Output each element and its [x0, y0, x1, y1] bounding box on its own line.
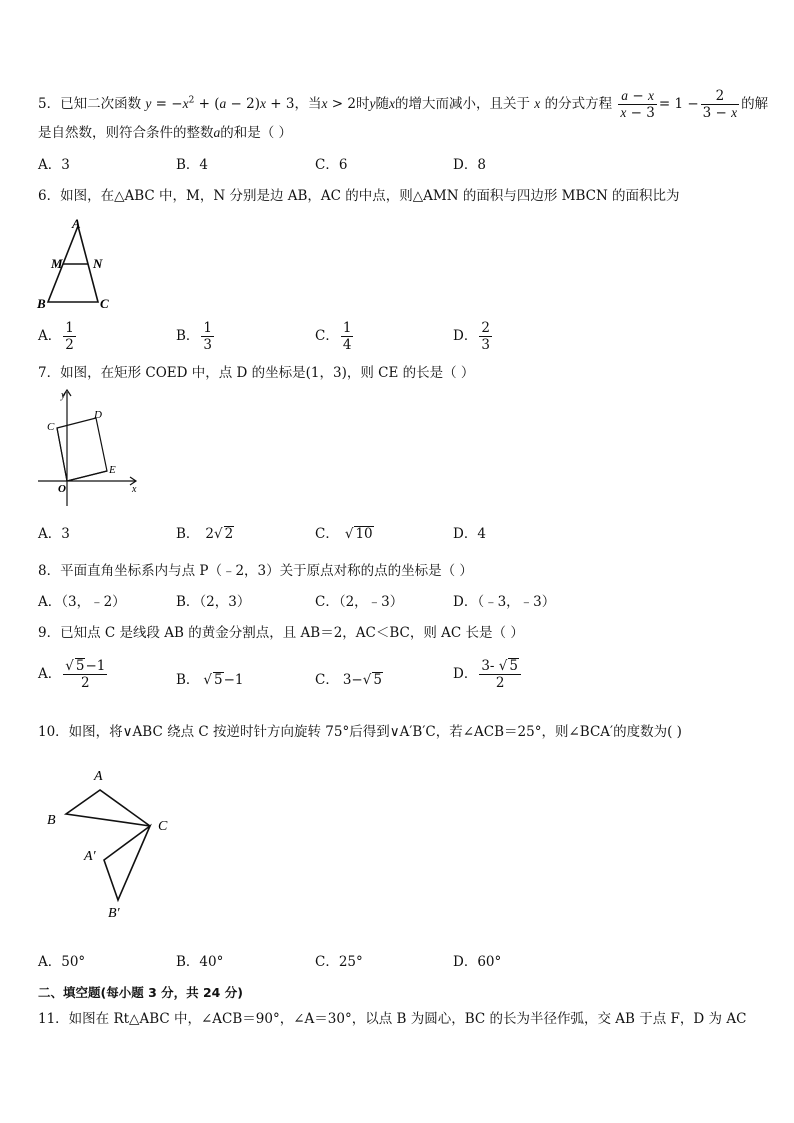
label-m: M: [51, 256, 63, 271]
label-x: x: [132, 484, 137, 495]
q6-option-b: B． $\frac{1}{3}$: [176, 320, 213, 353]
q11-text: 11．如图在 Rt△ABC 中，∠ACB＝90°，∠A＝30°，以点 B 为圆心，BC 的长为半径作弧，交 AB 于点 F，D 为 AC: [38, 1011, 747, 1027]
q8-option-a: A．（3，﹣2）: [38, 594, 126, 610]
label-b: B: [47, 813, 56, 828]
q5-line-1: 5．已知二次函数 $y = -x^2 + (a - 2)x + 3$，当x > 2时y随x的增大而减小，且关于 x 的分式方程 $\frac{a - x}{x - 3}$ = 1 − $\frac{2}{3 - x}$ 的解: [38, 88, 769, 121]
q6-triangle-figure: [34, 214, 114, 314]
q7-option-d: D．4: [453, 526, 486, 542]
q6-text: 6．如图，在△ABC 中，M，N 分别是边 AB，AC 的中点，则△AMN 的面积与四边形 MBCN 的面积比为: [38, 188, 680, 204]
q8-option-c: C．（2，﹣3）: [315, 594, 404, 610]
q9-option-c: C． 3−√ 5: [315, 672, 382, 688]
label-n: N: [93, 256, 103, 271]
label-c: C: [47, 421, 55, 433]
label-d: D: [94, 409, 102, 421]
q8-option-b: B．（2，3）: [176, 594, 251, 610]
label-y: y: [61, 390, 66, 401]
q10-text: 10．如图，将∨ABC 绕点 C 按逆时针方向旋转 75°后得到∨A′B′C，若∠ACB＝25°，则∠BCA′的度数为( ): [38, 724, 682, 740]
q9-option-a: A． $\frac{√ 5-1}{2}$: [38, 658, 106, 691]
label-b-prime: B′: [108, 906, 120, 921]
q7-rectangle-figure: [34, 386, 144, 514]
q5-option-c: C．6: [315, 157, 348, 173]
q5-eq-left-fraction: $\frac{a - x}{x - 3}$: [620, 88, 655, 121]
q6-option-c: C． $\frac{1}{4}$: [315, 320, 352, 353]
q5-function-formula: y: [145, 96, 152, 111]
q5-option-a: A．3: [38, 157, 70, 173]
q8-option-d: D．（﹣3，﹣3）: [453, 594, 556, 610]
q5-eq-right-fraction: $\frac{2}{3 - x}$: [702, 88, 738, 121]
q6-option-d: D． $\frac{2}{3}$: [453, 320, 490, 353]
q10-option-d: D．60°: [453, 954, 502, 970]
q5-option-d: D．8: [453, 157, 486, 173]
q5-condition: x: [321, 96, 328, 111]
label-a-prime: A′: [84, 849, 96, 864]
q6-option-a: A． $\frac{1}{2}$: [38, 320, 74, 353]
q7-option-b: B． 2√ 2: [176, 526, 234, 542]
label-b: B: [37, 296, 46, 311]
section-2-heading: 二、填空题(每小题 3 分，共 24 分): [38, 985, 243, 1000]
q10-option-a: A．50°: [38, 954, 86, 970]
label-o: O: [58, 483, 66, 495]
q5-line-2: 是自然数，则符合条件的整数a的和是（ ）: [38, 125, 293, 141]
q9-option-d: D． $\frac{3- √ 5}{2}$: [453, 658, 523, 691]
q5-option-b: B．4: [176, 157, 209, 173]
label-a: A: [94, 769, 103, 784]
label-e: E: [109, 464, 116, 476]
q10-option-b: B．40°: [176, 954, 224, 970]
q9-text: 9．已知点 C 是线段 AB 的黄金分割点，且 AB＝2，AC＜BC，则 AC 长是（ ）: [38, 625, 524, 641]
q7-text: 7．如图，在矩形 COED 中，点 D 的坐标是(1，3)，则 CE 的长是（ ）: [38, 365, 475, 381]
q7-option-a: A．3: [38, 526, 70, 542]
q10-rotation-figure: [40, 760, 190, 930]
label-c: C: [100, 296, 109, 311]
q9-option-b: B． √ 5−1: [176, 672, 244, 688]
q7-option-c: C． √ 10: [315, 526, 373, 542]
label-a: A: [72, 216, 81, 231]
q10-option-c: C．25°: [315, 954, 363, 970]
q8-text: 8．平面直角坐标系内与点 P（﹣2，3）关于原点对称的点的坐标是（ ）: [38, 563, 473, 579]
label-c: C: [158, 819, 168, 834]
